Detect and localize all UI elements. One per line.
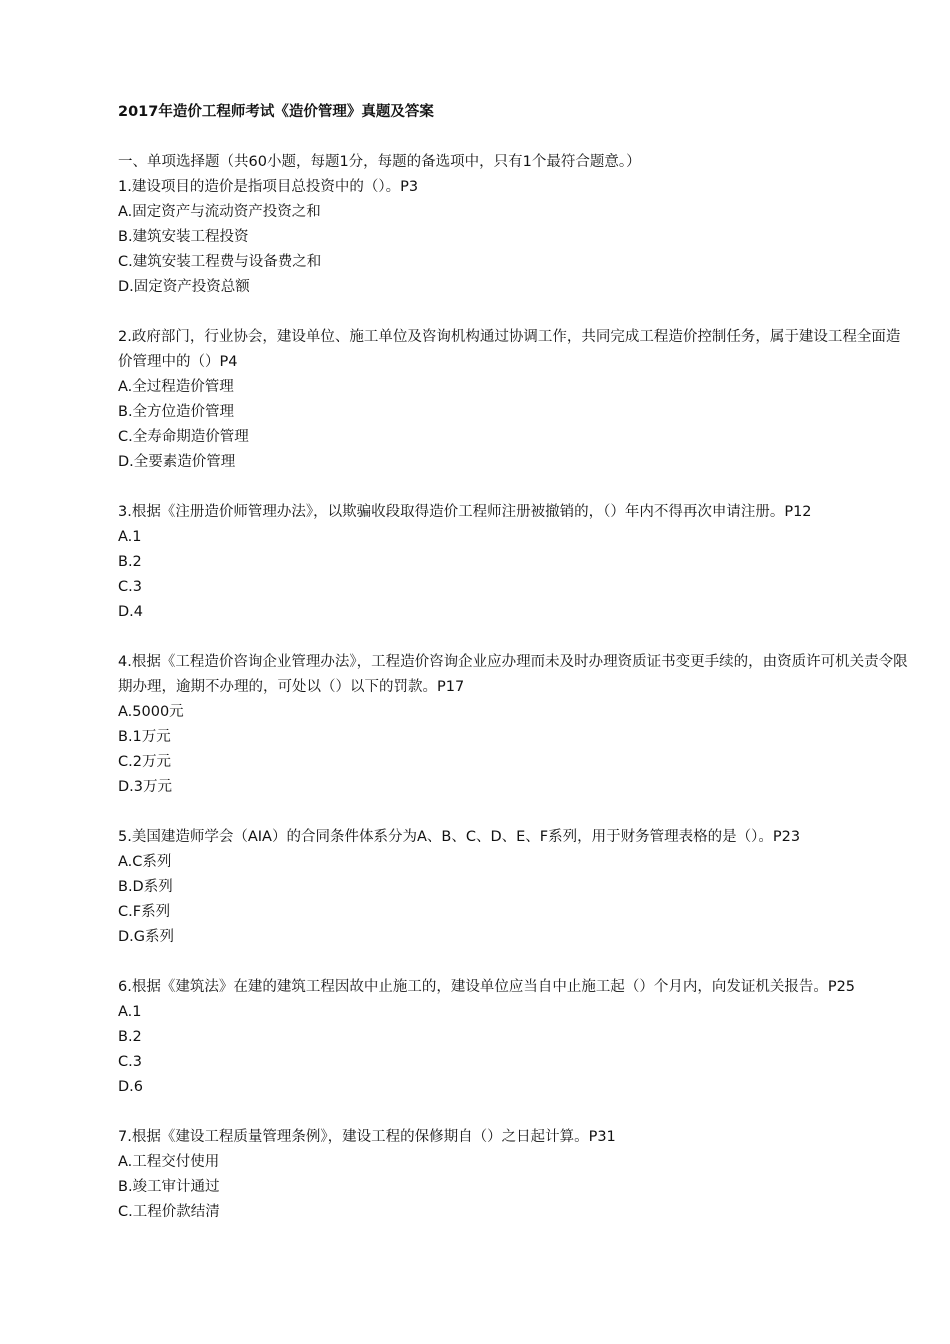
question-stem: 5.美国建造师学会（AIA）的合同条件体系分为A、B、C、D、E、F系列，用于财务管理表格的是（）。P23 [118, 829, 801, 845]
option-b: B.2 [118, 1029, 142, 1045]
question-7 [118, 1125, 908, 1225]
question-4 [118, 650, 908, 800]
document-page [118, 100, 908, 1250]
question-1 [118, 175, 908, 300]
option-a: A.固定资产与流动资产投资之和 [118, 204, 321, 220]
option-b: B.全方位造价管理 [118, 404, 235, 420]
section-heading: 一、单项选择题（共60小题，每题1分，每题的备选项中，只有1个最符合题意。） [118, 154, 641, 170]
option-a: A.1 [118, 1004, 142, 1020]
question-stem: 7.根据《建设工程质量管理条例》，建设工程的保修期自（）之日起计算。P31 [118, 1129, 616, 1145]
option-d: D.固定资产投资总额 [118, 279, 250, 295]
option-c: C.建筑安装工程费与设备费之和 [118, 254, 322, 270]
option-b: B.2 [118, 554, 142, 570]
option-a: A.全过程造价管理 [118, 379, 234, 395]
option-b: B.竣工审计通过 [118, 1179, 220, 1195]
option-a: A.C系列 [118, 854, 172, 870]
question-stem: 1.建设项目的造价是指项目总投资中的（）。P3 [118, 179, 419, 195]
question-stem: 4.根据《工程造价咨询企业管理办法》，工程造价咨询企业应办理而未及时办理资质证书变更手续的，由资质许可机关责令限期办理，逾期不办理的，可处以（）以下的罚款。P17 [118, 654, 908, 695]
option-b: B.1万元 [118, 729, 171, 745]
question-2 [118, 325, 908, 475]
question-5 [118, 825, 908, 950]
option-b: B.D系列 [118, 879, 173, 895]
option-a: A.工程交付使用 [118, 1154, 220, 1170]
option-d: D.6 [118, 1079, 143, 1095]
option-c: C.2万元 [118, 754, 171, 770]
question-3 [118, 500, 908, 625]
option-a: A.5000元 [118, 704, 184, 720]
option-c: C.F系列 [118, 904, 171, 920]
option-c: C.3 [118, 1054, 142, 1070]
option-c: C.全寿命期造价管理 [118, 429, 249, 445]
question-stem: 2.政府部门，行业协会，建设单位、施工单位及咨询机构通过协调工作，共同完成工程造价控制任务，属于建设工程全面造价管理中的（）P4 [118, 329, 901, 370]
option-d: D.G系列 [118, 929, 175, 945]
option-c: C.3 [118, 579, 142, 595]
question-6 [118, 975, 908, 1100]
option-d: D.4 [118, 604, 143, 620]
option-a: A.1 [118, 529, 142, 545]
question-stem: 6.根据《建筑法》在建的建筑工程因故中止施工的，建设单位应当自中止施工起（）个月内，向发证机关报告。P25 [118, 979, 856, 995]
option-b: B.建筑安装工程投资 [118, 229, 249, 245]
question-stem: 3.根据《注册造价师管理办法》，以欺骗收段取得造价工程师注册被撤销的，（）年内不得再次申请注册。P12 [118, 504, 812, 520]
option-c: C.工程价款结清 [118, 1204, 220, 1220]
document-title: 2017年造价工程师考试《造价管理》真题及答案 [118, 104, 434, 120]
option-d: D.3万元 [118, 779, 172, 795]
option-d: D.全要素造价管理 [118, 454, 236, 470]
